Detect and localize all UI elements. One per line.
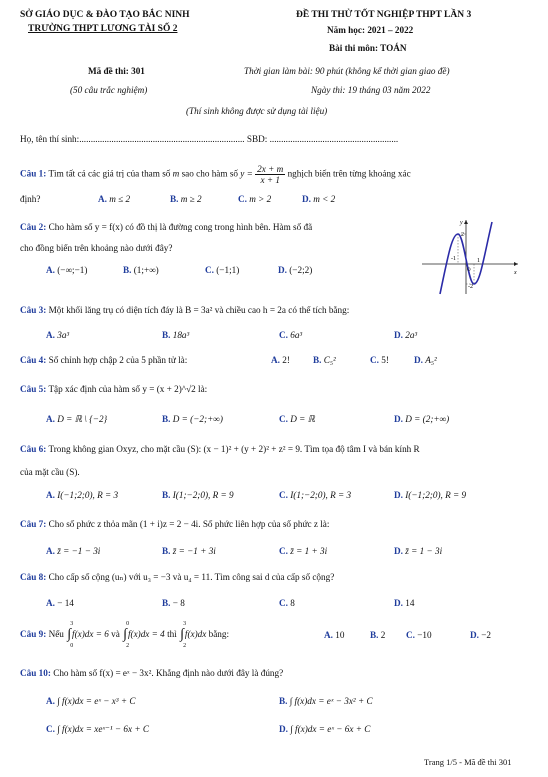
school-name: TRƯỜNG THPT LƯƠNG TÀI SỐ 2 bbox=[28, 24, 178, 34]
q4-option-a[interactable] bbox=[271, 355, 290, 365]
q7-answer-a: z̄ = −1 − 3i bbox=[57, 546, 101, 556]
q7-letter-b: B. bbox=[162, 546, 171, 556]
q9-text-if: Nếu bbox=[48, 629, 64, 640]
q10-letter-a: A. bbox=[46, 696, 55, 706]
q7-option-b[interactable] bbox=[162, 546, 216, 556]
q4-letter-b: B. bbox=[313, 355, 322, 365]
q8-letter-d: D. bbox=[394, 598, 403, 608]
graph-tick-neg1: -1 bbox=[451, 256, 456, 262]
q8-option-b[interactable] bbox=[162, 598, 185, 608]
question-4 bbox=[20, 355, 187, 365]
q6-answer-a: I(−1;2;0), R = 3 bbox=[57, 490, 119, 500]
q5-letter-a: A. bbox=[46, 414, 55, 424]
q6-answer-b: I(1;−2;0), R = 9 bbox=[172, 490, 234, 500]
int1-upper: 3 bbox=[70, 621, 74, 627]
q3-option-c[interactable] bbox=[279, 330, 302, 340]
q8-answer-b: − 8 bbox=[172, 598, 185, 608]
q4-label: Câu 4: bbox=[20, 355, 47, 365]
q2-letter-b: B. bbox=[123, 265, 132, 275]
q9-option-d[interactable] bbox=[470, 630, 491, 640]
q9-option-b[interactable] bbox=[370, 630, 385, 640]
int2-lower: 2 bbox=[126, 643, 130, 649]
q1-answer-a: m ≤ 2 bbox=[109, 194, 131, 204]
q1-letter-c: C. bbox=[238, 194, 247, 204]
int2-upper: 0 bbox=[126, 621, 130, 627]
q3-letter-d: D. bbox=[394, 330, 403, 340]
q1-text-c: nghịch biến trên từng khoảng xác bbox=[287, 168, 411, 179]
q5-text: Tập xác định của hàm số y = (x + 2)^√2 là: bbox=[48, 384, 208, 394]
graph-origin: O bbox=[467, 268, 471, 273]
q9-text-then: thì bbox=[167, 629, 177, 640]
q2-answer-b: (1;+∞) bbox=[133, 265, 159, 275]
question-5 bbox=[20, 384, 207, 394]
q3-letter-c: C. bbox=[279, 330, 288, 340]
q9-expr-2: f(x)dx = 4 bbox=[127, 629, 165, 640]
dept-name: SỞ GIÁO DỤC & ĐÀO TẠO BẮC NINH bbox=[20, 10, 190, 20]
q5-letter-d: D. bbox=[394, 414, 403, 424]
q4-answer-d: A₅² bbox=[425, 355, 437, 365]
q9-answer-d: −2 bbox=[481, 630, 492, 640]
q3-label: Câu 3: bbox=[20, 305, 47, 315]
q2-letter-c: C. bbox=[205, 265, 214, 275]
x-axis-arrow bbox=[514, 262, 518, 266]
q3-answer-b: 18a³ bbox=[172, 330, 190, 340]
q5-option-a[interactable] bbox=[46, 414, 107, 425]
question-10 bbox=[20, 668, 283, 678]
q4-option-b[interactable] bbox=[313, 355, 336, 365]
q6-text-2: của mặt cầu (S). bbox=[20, 467, 80, 477]
q9-label: Câu 9: bbox=[20, 629, 47, 640]
integral-1: ∫ 3 0 bbox=[67, 621, 74, 649]
q10-letter-d: D. bbox=[279, 724, 288, 734]
q9-letter-a: A. bbox=[324, 630, 333, 640]
question-1 bbox=[20, 164, 411, 185]
q1-text-b: sao cho hàm số bbox=[181, 168, 238, 179]
q4-letter-c: C. bbox=[370, 355, 379, 365]
q1-option-b[interactable] bbox=[170, 194, 202, 204]
q1-option-a[interactable] bbox=[98, 194, 130, 204]
q7-label: Câu 7: bbox=[20, 519, 47, 529]
q8-option-a[interactable] bbox=[46, 598, 74, 608]
q1-option-d[interactable] bbox=[302, 194, 335, 204]
q4-answer-a: 2! bbox=[282, 355, 290, 365]
q8-answer-a: − 14 bbox=[57, 598, 74, 608]
question-2 bbox=[20, 222, 312, 232]
q9-text-and: và bbox=[111, 629, 120, 640]
q2-answer-a: (−∞;−1) bbox=[57, 265, 88, 275]
int3-upper: 3 bbox=[183, 621, 187, 627]
q7-answer-c: z̄ = 1 + 3i bbox=[290, 546, 328, 556]
q3-option-d[interactable] bbox=[394, 330, 417, 340]
q1-letter-a: A. bbox=[98, 194, 107, 204]
question-6 bbox=[20, 444, 420, 454]
q3-letter-a: A. bbox=[46, 330, 55, 340]
q2-text-1: Cho hàm số y = f(x) có đồ thị là đường cong trong hình bên. Hàm số đã bbox=[48, 222, 313, 232]
q10-option-a[interactable] bbox=[46, 696, 135, 706]
q9-answer-a: 10 bbox=[335, 630, 345, 640]
q2-answer-c: (−1;1) bbox=[216, 265, 240, 275]
candidate-line: Họ, tên thí sinh:........................................................................ SBD: ........................................................ bbox=[20, 134, 399, 144]
q9-text-eq: bằng: bbox=[208, 629, 230, 640]
q9-letter-b: B. bbox=[370, 630, 379, 640]
q4-text: Số chỉnh hợp chập 2 của 5 phần tử là: bbox=[48, 355, 188, 365]
q8-option-c[interactable] bbox=[279, 598, 295, 608]
q2-letter-a: A. bbox=[46, 265, 55, 275]
q10-option-c[interactable] bbox=[46, 724, 149, 735]
q6-letter-d: D. bbox=[394, 490, 403, 500]
q3-option-a[interactable] bbox=[46, 330, 69, 340]
q5-answer-a: D = ℝ \ {−2} bbox=[57, 414, 108, 424]
q3-answer-d: 2a³ bbox=[405, 330, 418, 340]
q7-option-c[interactable] bbox=[279, 546, 327, 556]
q3-option-b[interactable] bbox=[162, 330, 189, 340]
q1-text: Tìm tất cả các giá trị của tham số bbox=[48, 168, 171, 179]
q1-letter-b: B. bbox=[170, 194, 179, 204]
exam-title: ĐỀ THI THỬ TỐT NGHIỆP THPT LẦN 3 bbox=[296, 10, 472, 20]
int1-lower: 0 bbox=[70, 643, 74, 649]
q1-fraction bbox=[255, 164, 285, 185]
q8-answer-d: 14 bbox=[405, 598, 415, 608]
q6-letter-a: A. bbox=[46, 490, 55, 500]
q1-option-c[interactable] bbox=[238, 194, 271, 204]
q10-answer-a: ∫ f(x)dx = eˣ − x³ + C bbox=[57, 696, 136, 706]
q3-answer-c: 6a³ bbox=[290, 330, 303, 340]
q1-answer-b: m ≥ 2 bbox=[180, 194, 202, 204]
q2-option-c[interactable] bbox=[205, 265, 239, 275]
q6-answer-c: I(1;−2;0), R = 3 bbox=[290, 490, 352, 500]
q3-letter-b: B. bbox=[162, 330, 171, 340]
q10-answer-b: ∫ f(x)dx = eˣ − 3x² + C bbox=[289, 696, 373, 706]
q10-label: Câu 10: bbox=[20, 668, 51, 678]
exam-note: (Thí sinh không được sử dụng tài liệu) bbox=[186, 106, 328, 116]
q6-option-b[interactable] bbox=[162, 490, 234, 500]
q6-answer-d: I(−1;2;0), R = 9 bbox=[405, 490, 467, 500]
q10-option-d[interactable] bbox=[279, 724, 370, 734]
q1-param: m bbox=[172, 168, 180, 179]
q4-answer-b: C₅² bbox=[323, 355, 336, 365]
q5-answer-c: D = ℝ bbox=[290, 414, 315, 424]
q2-option-d[interactable] bbox=[278, 265, 312, 275]
q9-option-a[interactable] bbox=[324, 630, 344, 640]
q10-answer-d: ∫ f(x)dx = eˣ − 6x + C bbox=[290, 724, 371, 734]
q5-letter-c: C. bbox=[279, 414, 288, 424]
q2-function-graph bbox=[422, 216, 522, 296]
q3-answer-a: 3a³ bbox=[57, 330, 70, 340]
question-3 bbox=[20, 305, 349, 315]
q7-text: Cho số phức z thỏa mãn (1 + i)z = 2 − 4i. Số phức liên hợp của số phức z là: bbox=[48, 519, 330, 529]
q7-answer-b: z̄ = −1 + 3i bbox=[172, 546, 216, 556]
q1-answer-c: m > 2 bbox=[249, 194, 272, 204]
q5-answer-b: D = (−2;+∞) bbox=[172, 414, 223, 424]
exam-date: Ngày thi: 19 tháng 03 năm 2022 bbox=[311, 85, 431, 95]
q6-letter-c: C. bbox=[279, 490, 288, 500]
q2-label: Câu 2: bbox=[20, 222, 47, 232]
graph-tick-neg2: -2 bbox=[468, 284, 473, 290]
question-count: (50 câu trắc nghiệm) bbox=[70, 85, 148, 95]
int3-lower: 2 bbox=[183, 643, 187, 649]
q7-answer-d: z̄ = 1 − 3i bbox=[405, 546, 443, 556]
q8-letter-b: B. bbox=[162, 598, 171, 608]
q5-option-b[interactable] bbox=[162, 414, 223, 424]
q2-option-a[interactable] bbox=[46, 265, 87, 275]
q10-option-b[interactable] bbox=[279, 696, 373, 706]
q5-label: Câu 5: bbox=[20, 384, 47, 394]
q1-denominator: x + 1 bbox=[260, 175, 280, 185]
graph-tick-1: 1 bbox=[477, 258, 480, 264]
q1-text-d: định? bbox=[20, 194, 41, 204]
q5-letter-b: B. bbox=[162, 414, 171, 424]
q7-letter-c: C. bbox=[279, 546, 288, 556]
graph-tick-2: 2 bbox=[461, 232, 464, 238]
q4-letter-d: D. bbox=[414, 355, 423, 365]
q9-answer-c: −10 bbox=[417, 630, 432, 640]
q6-label: Câu 6: bbox=[20, 444, 47, 454]
q6-text-1: Trong không gian Oxyz, cho mặt cầu (S): (x − 1)² + (y + 2)² + z² = 9. Tìm tọa độ tâm I và bán kính R bbox=[48, 444, 420, 454]
q2-text-2: cho đồng biến trên khoảng nào dưới đây? bbox=[20, 243, 173, 253]
q1-y: y = bbox=[240, 168, 253, 179]
q1-answer-d: m < 2 bbox=[313, 194, 336, 204]
exam-code: Mã đề thi: 301 bbox=[88, 66, 145, 76]
q10-letter-c: C. bbox=[46, 724, 55, 734]
q9-answer-b: 2 bbox=[380, 630, 386, 640]
q6-option-c[interactable] bbox=[279, 490, 351, 500]
subject: Bài thi môn: TOÁN bbox=[329, 43, 407, 53]
q9-letter-d: D. bbox=[470, 630, 479, 640]
q3-text: Một khối lăng trụ có diện tích đáy là B = 3a² và chiều cao h = 2a có thể tích bằng: bbox=[48, 305, 350, 315]
q2-option-b[interactable] bbox=[123, 265, 159, 275]
q8-letter-a: A. bbox=[46, 598, 55, 608]
school-year: Năm học: 2021 – 2022 bbox=[327, 25, 414, 35]
q9-letter-c: C. bbox=[406, 630, 415, 640]
integral-2: ∫ 0 2 bbox=[123, 621, 130, 649]
q7-letter-d: D. bbox=[394, 546, 403, 556]
q9-expr-1: f(x)dx = 6 bbox=[72, 629, 109, 640]
page-footer: Trang 1/5 - Mã đề thi 301 bbox=[424, 757, 512, 767]
q4-option-d[interactable] bbox=[414, 355, 437, 365]
question-7 bbox=[20, 519, 329, 529]
q8-answer-c: 8 bbox=[290, 598, 295, 608]
q10-answer-c: ∫ f(x)dx = xeˣ⁻¹ − 6x + C bbox=[57, 724, 150, 734]
q7-option-a[interactable] bbox=[46, 546, 100, 556]
q8-option-d[interactable] bbox=[394, 598, 414, 608]
q10-letter-b: B. bbox=[279, 696, 288, 706]
q5-answer-d: D = (2;+∞) bbox=[405, 414, 450, 424]
q4-option-c[interactable] bbox=[370, 355, 389, 365]
q8-text: Cho cấp số cộng (uₙ) với u₃ = −3 và u₄ = 11. Tìm công sai d của cấp số cộng? bbox=[48, 572, 335, 582]
q4-answer-c: 5! bbox=[381, 355, 389, 365]
graph-y-label: y bbox=[460, 220, 463, 226]
q6-option-a[interactable] bbox=[46, 490, 118, 500]
q1-letter-d: D. bbox=[302, 194, 311, 204]
q6-option-d[interactable] bbox=[394, 490, 466, 500]
integral-3: ∫ 3 2 bbox=[180, 621, 187, 649]
q10-text: Cho hàm số f(x) = eˣ − 3x². Khẳng định nào dưới đây là đúng? bbox=[53, 668, 284, 678]
q1-label: Câu 1: bbox=[20, 168, 47, 179]
q8-letter-c: C. bbox=[279, 598, 288, 608]
question-8 bbox=[20, 572, 334, 583]
graph-x-label: x bbox=[514, 270, 517, 276]
q7-letter-a: A. bbox=[46, 546, 55, 556]
q9-option-c[interactable] bbox=[406, 630, 432, 640]
q6-letter-b: B. bbox=[162, 490, 171, 500]
q2-answer-d: (−2;2) bbox=[289, 265, 313, 275]
q1-numerator: 2x + m bbox=[257, 164, 284, 174]
q5-option-c[interactable] bbox=[279, 414, 315, 425]
q2-letter-d: D. bbox=[278, 265, 287, 275]
q8-label: Câu 8: bbox=[20, 572, 47, 582]
q5-option-d[interactable] bbox=[394, 414, 449, 424]
q4-letter-a: A. bbox=[271, 355, 280, 365]
time-info: Thời gian làm bài: 90 phút (không kể thời gian giao đề) bbox=[244, 66, 450, 76]
q9-expr-3: f(x)dx bbox=[184, 629, 207, 640]
q7-option-d[interactable] bbox=[394, 546, 442, 556]
question-9 bbox=[20, 621, 230, 649]
y-axis-arrow bbox=[464, 220, 468, 224]
